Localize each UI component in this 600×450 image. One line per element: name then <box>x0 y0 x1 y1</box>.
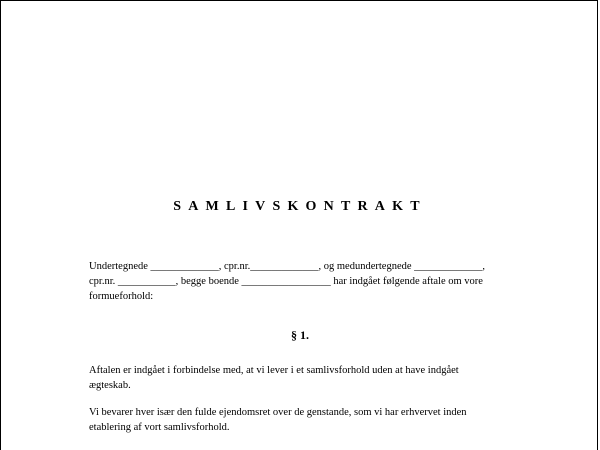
paragraph-1-line-1: Aftalen er indgået i forbindelse med, at vi lever i et samlivsforhold uden at have indgået <box>89 365 459 376</box>
paragraph-2-line-1: Vi bevarer hver især den fulde ejendomsret over de genstande, som vi har erhvervet inden <box>89 407 467 418</box>
paragraph-2-line-2: etablering af vort samlivsforhold. <box>89 422 230 433</box>
paragraph-1 <box>89 363 529 393</box>
intro-line-2: cpr.nr. ___________, begge boende _________________ har indgået følgende aftale om vore <box>89 276 483 287</box>
intro-line-1: Undertegnede _____________, cpr.nr._____________, og medundertegnede _____________, <box>89 261 486 272</box>
intro-paragraph <box>89 259 529 304</box>
paragraph-1-line-2: ægteskab. <box>89 380 131 391</box>
paragraph-2 <box>89 405 529 435</box>
document-title: SAMLIVSKONTRAKT <box>173 199 427 214</box>
intro-line-3: formueforhold: <box>89 291 154 302</box>
section-heading-1: § 1. <box>291 328 309 342</box>
